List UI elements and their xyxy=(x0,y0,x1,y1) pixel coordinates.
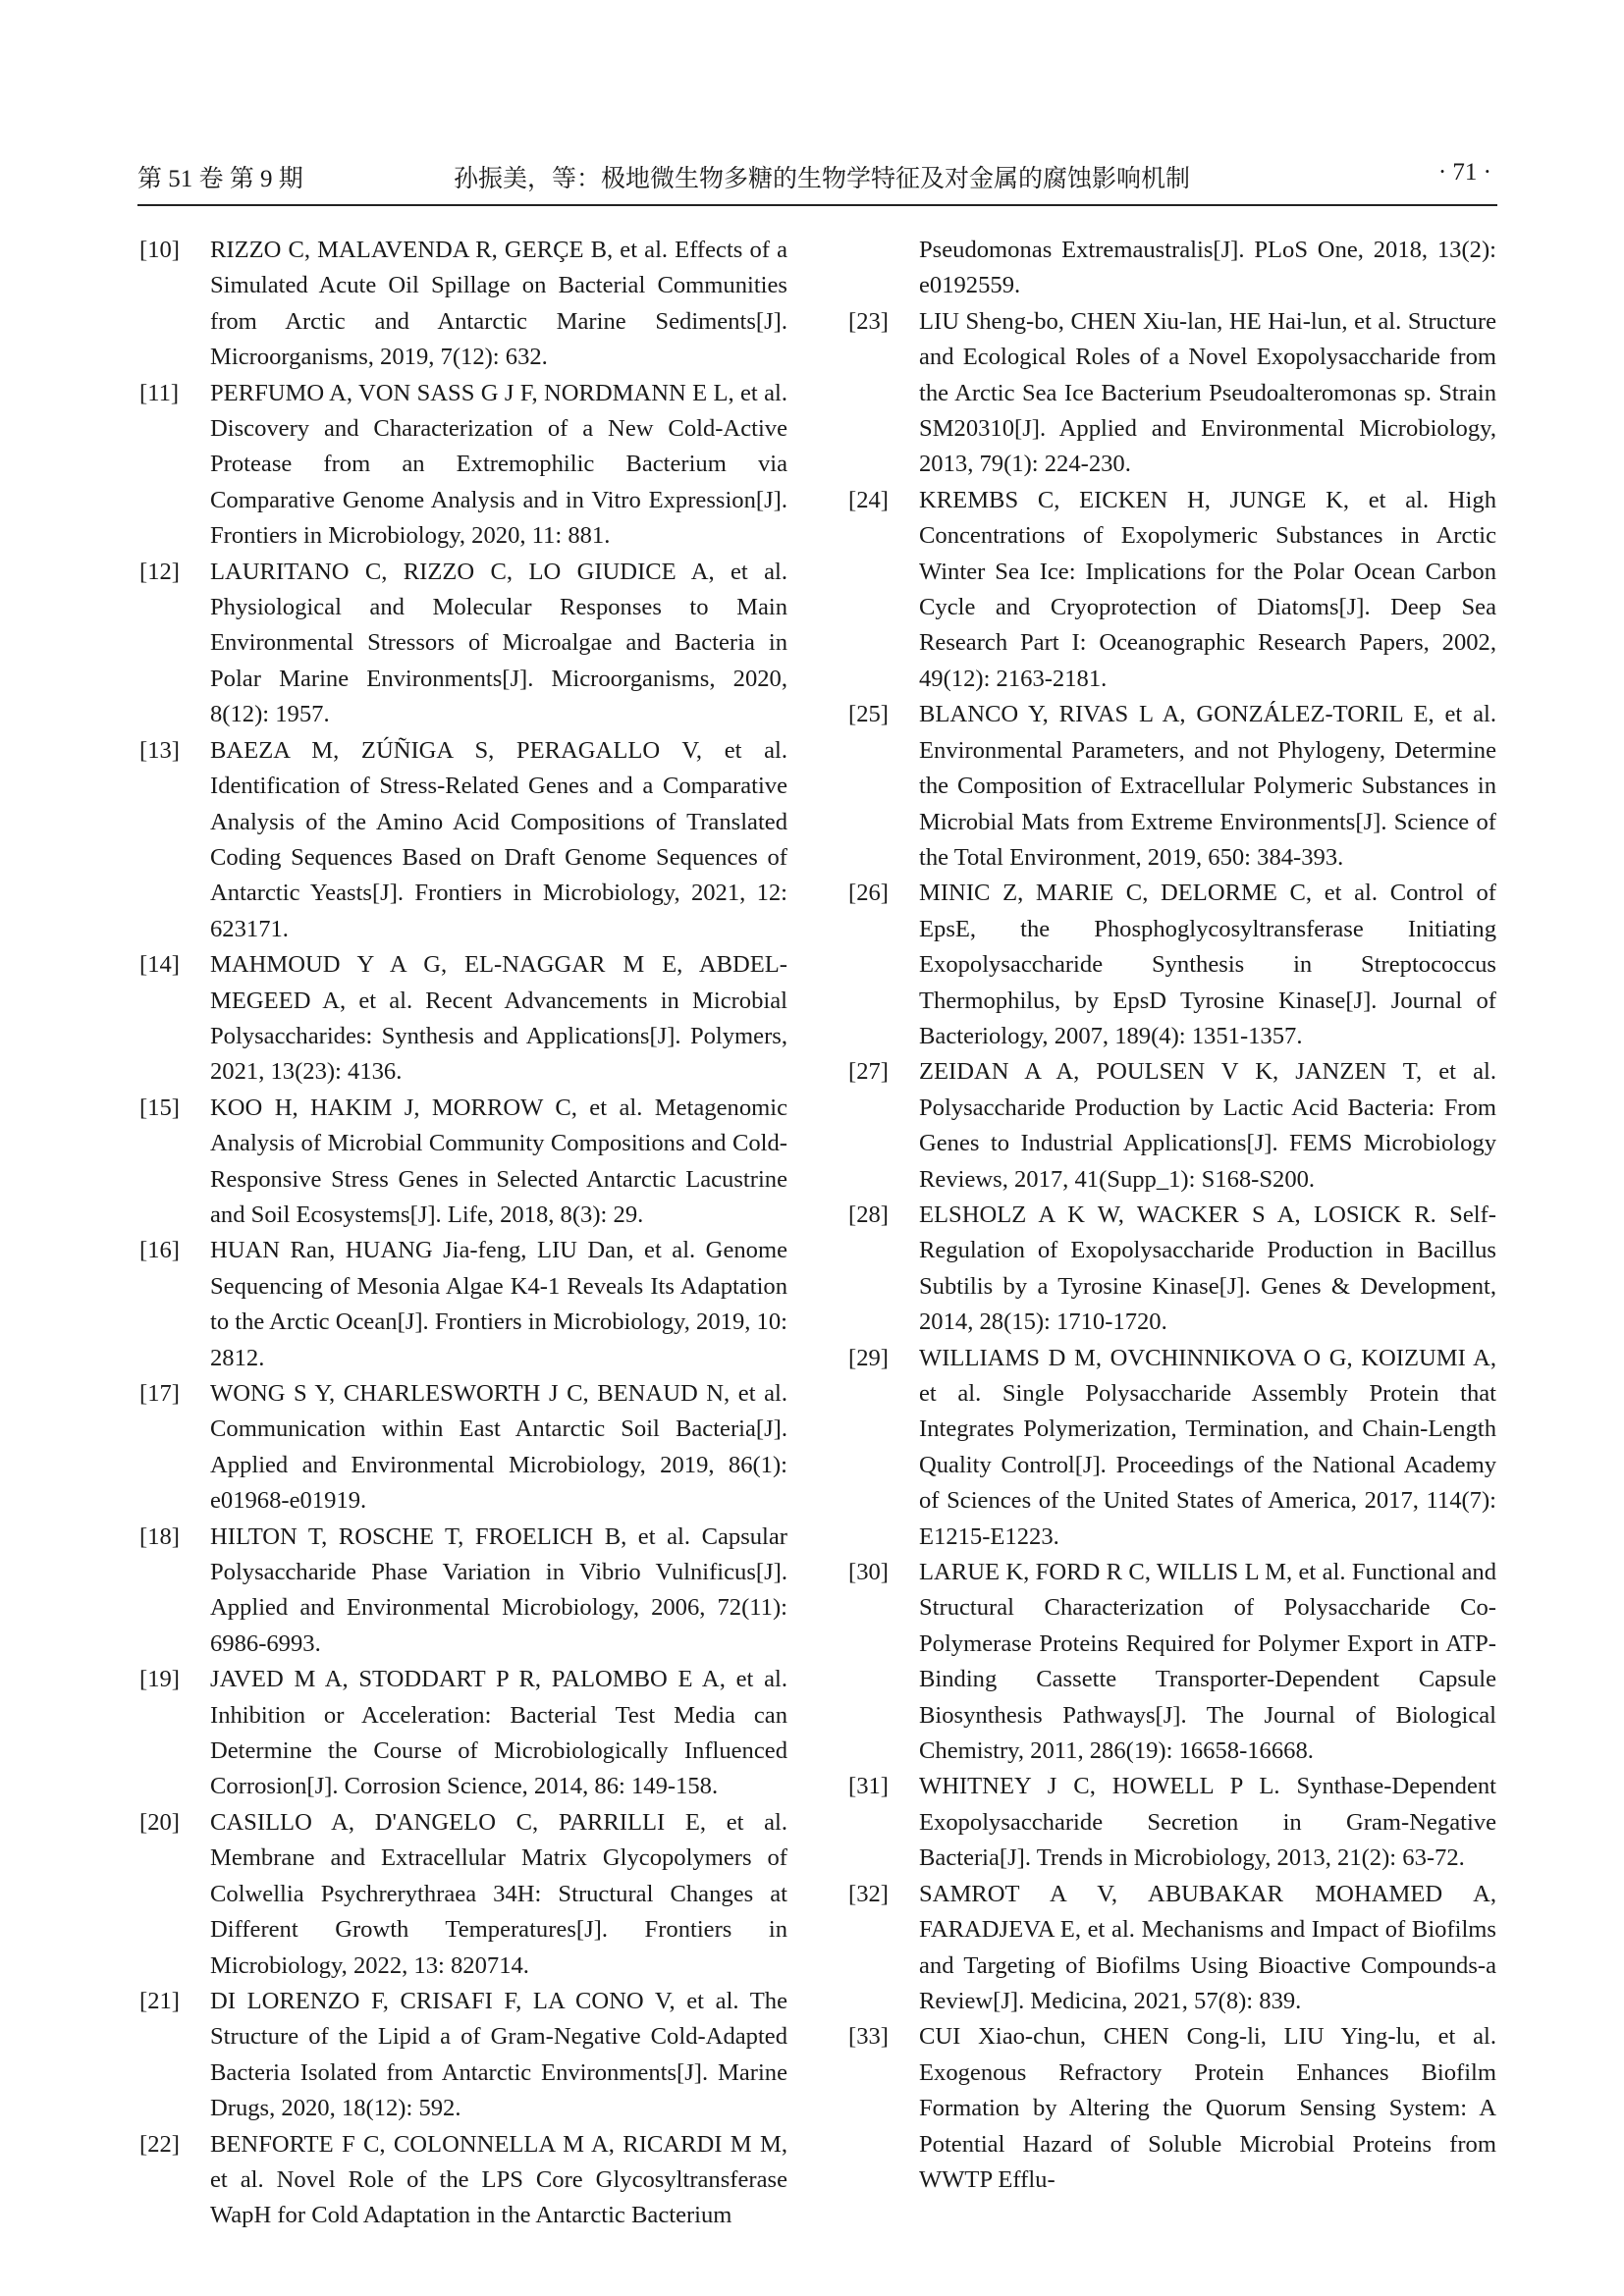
reference-item xyxy=(846,876,1496,1054)
reference-number: [10] xyxy=(139,237,180,263)
reference-text: HILTON T, ROSCHE T, FROELICH B, et al. Capsular Polysaccharide Phase Variation in Vibrio Vulnificus[J]. Applied and Environmental Microbiology, 2006, 72(11): 6986-6993. xyxy=(210,1522,787,1657)
reference-text: KREMBS C, EICKEN H, JUNGE K, et al. High Concentrations of Exopolymeric Substances in Arctic Winter Sea Ice: Implications for the Polar Ocean Carbon Cycle and Cryoprotection of Diatoms[J]. Deep Sea Research Part I: Oceanographic Research Papers, 2002, 49(12): 2163-2181. xyxy=(919,486,1496,692)
reference-number: [13] xyxy=(139,736,180,764)
reference-item xyxy=(846,1198,1496,1341)
reference-number: [22] xyxy=(139,2130,180,2158)
reference-text: JAVED M A, STODDART P R, PALOMBO E A, et al. Inhibition or Acceleration: Bacterial Test Media can Determine the Course of Microbiologically Influenced Corrosion[J]. Corrosion Science, 2014, 86: 149-158. xyxy=(210,1666,787,1800)
reference-column-right xyxy=(846,233,1496,2198)
reference-item xyxy=(137,1984,787,2127)
reference-item xyxy=(846,2019,1496,2198)
reference-number: [18] xyxy=(139,1522,180,1550)
reference-number: [23] xyxy=(848,307,889,335)
reference-item xyxy=(137,233,787,376)
reference-item xyxy=(137,733,787,947)
reference-text: SAMROT A V, ABUBAKAR MOHAMED A, FARADJEVA E, et al. Mechanisms and Impact of Biofilms and Targeting of Biofilms Using Bioactive Compounds-a Review[J]. Medicina, 2021, 57(8): 839. xyxy=(919,1880,1496,2014)
reference-text: MAHMOUD Y A G, EL-NAGGAR M E, ABDEL-MEGEED A, et al. Recent Advancements in Microbial Polysaccharides: Synthesis and Applications[J]. Polymers, 2021, 13(23): 4136. xyxy=(210,951,787,1086)
reference-item xyxy=(137,1376,787,1520)
reference-text: BENFORTE F C, COLONNELLA M A, RICARDI M M, et al. Novel Role of the LPS Core Glycosyltransferase WapH for Cold Adaptation in the Antarctic Bacterium xyxy=(210,2130,787,2229)
reference-number: [24] xyxy=(848,486,889,513)
reference-item xyxy=(137,1233,787,1376)
reference-item xyxy=(137,1091,787,1234)
reference-text: DI LORENZO F, CRISAFI F, LA CONO V, et al. The Structure of the Lipid a of Gram-Negative Cold-Adapted Bacteria Isolated from Antarctic Environments[J]. Marine Drugs, 2020, 18(12): 592. xyxy=(210,1987,787,2122)
reference-number: [28] xyxy=(848,1201,889,1228)
reference-item xyxy=(137,1520,787,1663)
reference-number: [12] xyxy=(139,558,180,585)
reference-item xyxy=(846,1341,1496,1555)
reference-number: [16] xyxy=(139,1237,180,1264)
reference-text: WILLIAMS D M, OVCHINNIKOVA O G, KOIZUMI A, et al. Single Polysaccharide Assembly Protein that Integrates Polymerization, Termination, and Chain-Length Quality Control[J]. Proceedings of the National Academy of Sciences of the United States of America, 2017, 114(7): E1215-E1223. xyxy=(919,1344,1496,1550)
reference-text: KOO H, HAKIM J, MORROW C, et al. Metagenomic Analysis of Microbial Community Compositions and Cold-Responsive Stress Genes in Selected Antarctic Lacustrine and Soil Ecosystems[J]. Life, 2018, 8(3): 29. xyxy=(210,1094,787,1228)
reference-text: HUAN Ran, HUANG Jia-feng, LIU Dan, et al. Genome Sequencing of Mesonia Algae K4-1 Reveals Its Adaptation to the Arctic Ocean[J]. Frontiers in Microbiology, 2019, 10: 2812. xyxy=(210,1237,787,1371)
reference-number: [19] xyxy=(139,1666,180,1693)
reference-item xyxy=(137,555,787,733)
reference-text: ELSHOLZ A K W, WACKER S A, LOSICK R. Self-Regulation of Exopolysaccharide Production in Bacillus Subtilis by a Tyrosine Kinase[J]. Genes & Development, 2014, 28(15): 1710-1720. xyxy=(919,1201,1496,1336)
reference-text: RIZZO C, MALAVENDA R, GERÇE B, et al. Effects of a Simulated Acute Oil Spillage on Bacterial Communities from Arctic and Antarctic Marine Sediments[J]. Microorganisms, 2019, 7(12): 632. xyxy=(210,237,787,371)
reference-item xyxy=(846,1877,1496,2020)
page-number: · 71 · xyxy=(1437,159,1491,186)
reference-number: [25] xyxy=(848,701,889,728)
reference-text: PERFUMO A, VON SASS G J F, NORDMANN E L, et al. Discovery and Characterization of a New Cold-Active Protease from an Extremophilic Bacterium via Comparative Genome Analysis and in Vitro Expression[J]. Frontiers in Microbiology, 2020, 11: 881. xyxy=(210,379,787,550)
reference-number: [14] xyxy=(139,951,180,979)
reference-text: WONG S Y, CHARLESWORTH J C, BENAUD N, et al. Communication within East Antarctic Soil Bacteria[J]. Applied and Environmental Microbiology, 2019, 86(1): e01968-e01919. xyxy=(210,1380,787,1515)
reference-item xyxy=(846,483,1496,697)
reference-number: [30] xyxy=(848,1559,889,1586)
reference-item xyxy=(846,304,1496,483)
reference-item xyxy=(846,1054,1496,1198)
reference-item xyxy=(137,2127,787,2234)
reference-item xyxy=(137,1662,787,1805)
reference-text: MINIC Z, MARIE C, DELORME C, et al. Control of EpsE, the Phosphoglycosyltransferase Initiating Exopolysaccharide Synthesis in Streptococcus Thermophilus, by EpsD Tyrosine Kinase[J]. Journal of Bacteriology, 2007, 189(4): 1351-1357. xyxy=(919,880,1496,1049)
reference-text: ZEIDAN A A, POULSEN V K, JANZEN T, et al. Polysaccharide Production by Lactic Acid Bacteria: From Genes to Industrial Applications[J]. FEMS Microbiology Reviews, 2017, 41(Supp_1): S168-S200. xyxy=(919,1058,1496,1193)
reference-item xyxy=(846,1555,1496,1769)
reference-number: [26] xyxy=(848,880,889,907)
reference-item xyxy=(137,1805,787,1984)
reference-item xyxy=(137,947,787,1091)
reference-number: [27] xyxy=(848,1058,889,1086)
volume-issue: 第 51 卷 第 9 期 xyxy=(137,166,303,192)
reference-text: LAURITANO C, RIZZO C, LO GIUDICE A, et al. Physiological and Molecular Responses to Main Environmental Stressors of Microalgae and Bacteria in Polar Marine Environments[J]. Microorganisms, 2020, 8(12): 1957. xyxy=(210,558,787,728)
reference-text: WHITNEY J C, HOWELL P L. Synthase-Dependent Exopolysaccharide Secretion in Gram-Negative Bacteria[J]. Trends in Microbiology, 2013, 21(2): 63-72. xyxy=(919,1773,1496,1872)
reference-column-left xyxy=(137,233,787,2234)
reference-item xyxy=(846,1769,1496,1876)
reference-number: [15] xyxy=(139,1094,180,1121)
reference-number: [21] xyxy=(139,1987,180,2014)
reference-number: [33] xyxy=(848,2023,889,2051)
reference-text: BLANCO Y, RIVAS L A, GONZÁLEZ-TORIL E, et al. Environmental Parameters, and not Phylogeny, Determine the Composition of Extracellular Polymeric Substances in Microbial Mats from Extreme Environments[J]. Science of the Total Environment, 2019, 650: 384-393. xyxy=(919,701,1496,871)
reference-number: [17] xyxy=(139,1380,180,1407)
reference-item xyxy=(846,697,1496,876)
reference-text: BAEZA M, ZÚÑIGA S, PERAGALLO V, et al. Identification of Stress-Related Genes and a Comparative Analysis of the Amino Acid Compositions of Translated Coding Sequences Based on Draft Genome Sequences of Antarctic Yeasts[J]. Frontiers in Microbiology, 2021, 12: 623171. xyxy=(210,736,787,942)
reference-text: CASILLO A, D'ANGELO C, PARRILLI E, et al. Membrane and Extracellular Matrix Glycopolymers of Colwellia Psychrerythraea 34H: Structural Changes at Different Growth Temperatures[J]. Frontiers in Microbiology, 2022, 13: 820714. xyxy=(210,1808,787,1979)
reference-number: [20] xyxy=(139,1808,180,1836)
reference-continuation: Pseudomonas Extremaustralis[J]. PLoS One, 2018, 13(2): e0192559. xyxy=(919,237,1496,299)
reference-text: CUI Xiao-chun, CHEN Cong-li, LIU Ying-lu, et al. Exogenous Refractory Protein Enhances Biofilm Formation by Altering the Quorum Sensing System: A Potential Hazard of Soluble Microbial Proteins from WWTP Efflu- xyxy=(919,2023,1496,2193)
reference-number: [11] xyxy=(139,379,180,406)
reference-number: [31] xyxy=(848,1773,889,1800)
running-title: 孙振美，等：极地微生物多糖的生物学特征及对金属的腐蚀影响机制 xyxy=(454,166,1191,192)
reference-number: [29] xyxy=(848,1344,889,1371)
reference-text: LARUE K, FORD R C, WILLIS L M, et al. Functional and Structural Characterization of Polysaccharide Co-Polymerase Proteins Required for Polymer Export in ATP-Binding Cassette Transporter-Dependent Capsule Biosynthesis Pathways[J]. The Journal of Biological Chemistry, 2011, 286(19): 16658-16668. xyxy=(919,1559,1496,1765)
reference-number: [32] xyxy=(848,1880,889,1907)
reference-item xyxy=(137,376,787,555)
reference-text: LIU Sheng-bo, CHEN Xiu-lan, HE Hai-lun, et al. Structure and Ecological Roles of a Novel Exopolysaccharide from the Arctic Sea Ice Bacterium Pseudoalteromonas sp. Strain SM20310[J]. Applied and Environmental Microbiology, 2013, 79(1): 224-230. xyxy=(919,307,1496,478)
running-header xyxy=(137,155,1497,206)
